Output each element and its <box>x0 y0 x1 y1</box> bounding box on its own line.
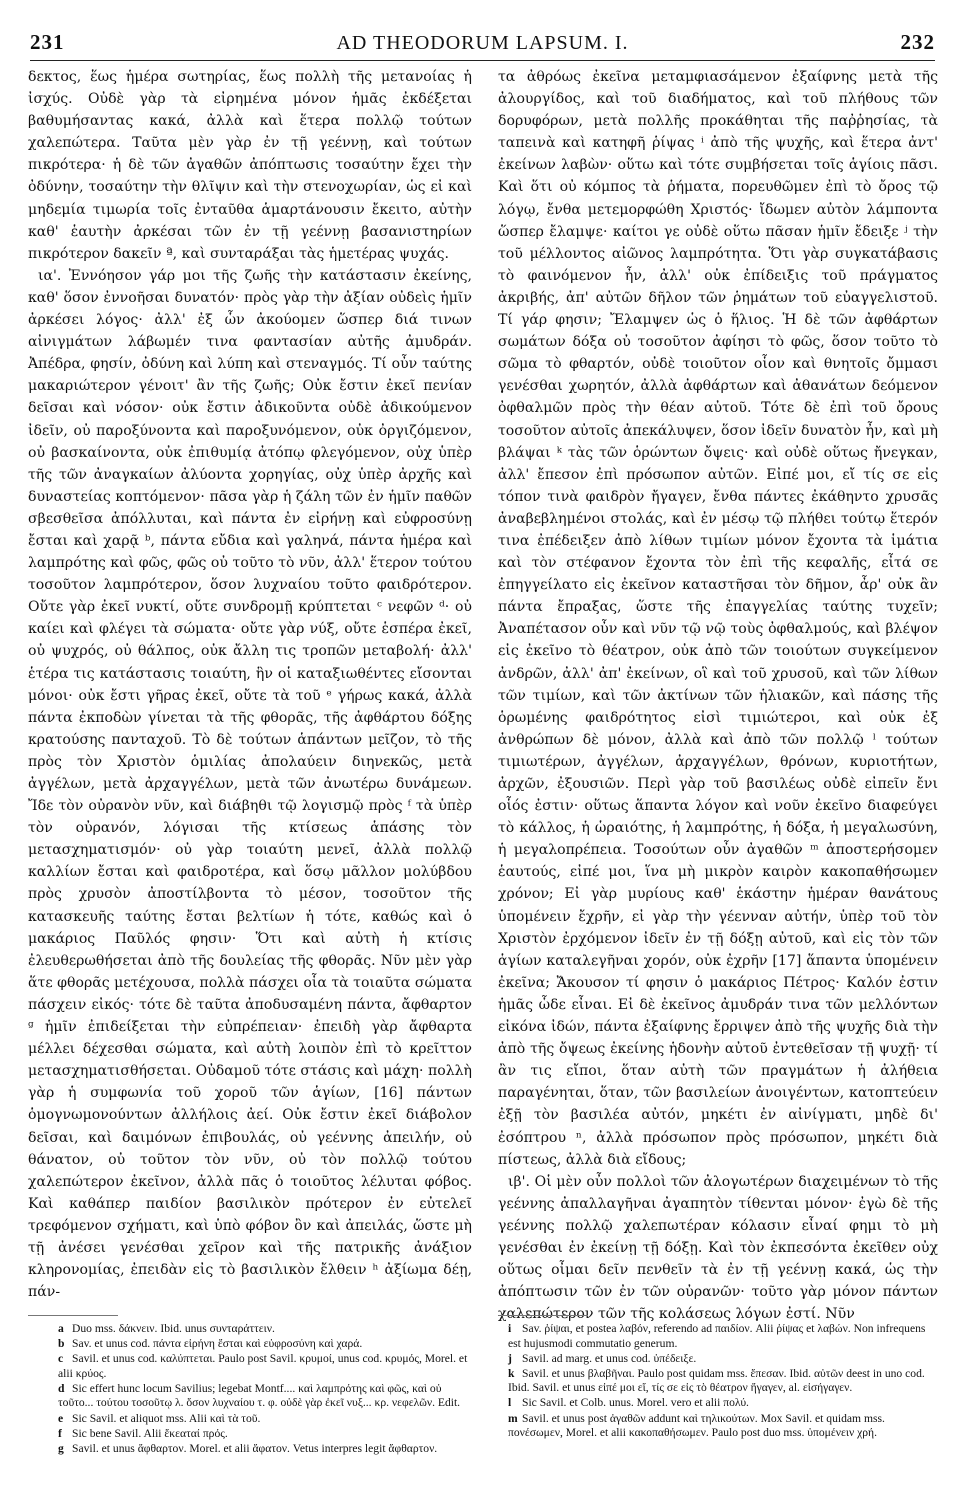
running-title: AD THEODORUM LAPSUM. I. <box>336 32 629 54</box>
right-footnotes <box>508 1322 938 1441</box>
footnote-mark: g <box>58 1441 64 1455</box>
footnote-text: Savil. et unus post ἀγαθῶν addunt καὶ τηλικούτων. Mox Savil. et quidam mss. πονέσωμεν, Morel. et alii κακοπαθήσωμεν. Paulo post duo mss. ὑπομένειν χρή. <box>508 1411 885 1440</box>
paragraph: δεκτος, ἕως ἡμέρα σωτηρίας, ἕως πολλὴ τῆς μετανοίας ἡ ἰσχύς. Οὐδὲ γὰρ τὰ εἰρημένα μόνον ἡμᾶς ἐκδέξεται βαθυμήσαντας κακά, ἀλλὰ καὶ ἕτερα πολλῷ τούτων χαλεπώτερα. Ταῦτα μὲν γὰρ ἐν τῇ γεέννῃ, καὶ τούτων πικρότερα· ἡ δὲ τῶν ἀγαθῶν ἀπόπτωσις τοσαύτην ἔχει τὴν ὀδύνην, τοσαύτην τὴν θλῖψιν καὶ τὴν στενοχωρίαν, ὡς εἰ καὶ μηδεμία τιμωρία τοῖς ἐνταῦθα ἁμαρτάνουσιν ἔκειτο, αὐτὴν καθ' ἑαυτὴν ἀρκέσαι τῶν ἐν τῇ γεέννῃ βασανιστηρίων πικρότερον δακεῖν ª, καὶ συνταράξαι τὰς ἡμετέρας ψυχάς. <box>28 69 472 262</box>
footnote <box>508 1412 938 1441</box>
left-text-column <box>28 66 472 1303</box>
footnote-rule-right <box>498 1315 588 1316</box>
footnote-text: Sic Savil. et aliquot mss. Alii καὶ τὰ τοῦ. <box>72 1411 261 1425</box>
footnote-mark: l <box>508 1396 512 1410</box>
footnote <box>508 1322 938 1351</box>
footnote-text: Sic Savil. et Colb. unus. Morel. vero et alii πολύ. <box>522 1396 749 1410</box>
left-page-number: 231 <box>30 30 65 54</box>
left-footnotes <box>58 1322 474 1457</box>
footnote-mark: k <box>508 1366 515 1380</box>
footnote-text: Sav. et unus cod. πάντα εἰρήνη ἔσται καὶ εὐφροσύνη καὶ χαρά. <box>72 1337 363 1351</box>
footnote-text: Sic effert hunc locum Savilius; legebat Montf.... καὶ λαμπρότης καὶ φῶς, καὶ οὐ τοῦτο... τούτου τοσοῦτῳ λ. ὅσον λυχναίου τ. φ. οὐδὲ γὰρ ἐκεῖ νυξ... κρ. νεφελῶν. Edit. <box>58 1381 461 1410</box>
footnote <box>58 1382 474 1411</box>
footnote <box>58 1337 474 1352</box>
paragraph: ια'. Ἐννόησον γάρ μοι τῆς ζωῆς τὴν κατάστασιν ἐκείνης, καθ' ὅσον ἐννοῆσαι δυνατόν· πρὸς γὰρ τὴν ἀξίαν οὐδεὶς ἡμῖν ἀρκέσει λόγος· ἀλλ' ἐξ ὧν ἀκούομεν ὥσπερ διά τινων αἰνιγμάτων λάβωμέν τινα φαντασίαν αὐτῆς ἀμυδράν. Ἀπέδρα, φησίν, ὀδύνη καὶ λύπη καὶ στεναγμός. Τί οὖν ταύτης μακαριώτερον γένοιτ' ἂν τῆς ζωῆς; Οὐκ ἔστιν ἐκεῖ πενίαν δεῖσαι καὶ νόσον· οὐκ ἔστιν ἀδικοῦντα οὐδὲ ἀδικούμενον ἰδεῖν, οὐ παροξύνοντα καὶ παροξυνόμενον, οὐκ ὀργιζόμενον, οὐ βασκαίνοντα, οὐκ ἐπιθυμίᾳ ἀτόπῳ φλεγόμενον, οὐχ ὑπὲρ τῆς τῶν ἀναγκαίων ἀλύοντα χορηγίας, οὐχ ὑπὲρ ἀρχῆς καὶ δυναστείας κοπτόμενον· πᾶσα γὰρ ἡ ζάλη τῶν ἐν ἡμῖν παθῶν σβεσθεῖσα ἀπόλλυται, καὶ πάντα ἐν εἰρήνῃ καὶ εὐφροσύνῃ ἔσται καὶ χαρᾷ ᵇ, πάντα εὔδια καὶ γαληνά, πάντα ἡμέρα καὶ λαμπρότης καὶ φῶς, φῶς οὐ τοῦτο τὸ νῦν, ἀλλ' ἕτερον τούτου τοσοῦτον λαμπρότερον, ὅσον λυχναίου τοῦτο φαιδρότερον. Οὔτε γὰρ ἐκεῖ νυκτί, οὔτε συνδρομῇ κρύπτεται ᶜ νεφῶν ᵈ· οὐ καίει καὶ φλέγει τὰ σώματα· οὔτε γὰρ νύξ, οὔτε ἑσπέρα ἐκεῖ, οὐ ψυχρός, οὐ θάλπος, οὐκ ἄλλη τις τροπῶν μεταβολή· ἀλλ' ἑτέρα τις κατάστασις τοιαύτη, ἣν οἱ καταξιωθέντες εἴσονται μόνοι· οὐκ ἔστι γῆρας ἐκεῖ, οὔτε τὰ τοῦ ᵉ γήρως κακά, ἀλλὰ πάντα ἐκποδὼν γίνεται τὰ τῆς φθορᾶς, τῆς ἀφθάρτου δόξης κρατούσης πανταχοῦ. Τὸ δὲ τούτων ἁπάντων μεῖζον, τὸ τῆς πρὸς τὸν Χριστὸν ὁμιλίας ἀπολαύειν διηνεκῶς, μετὰ ἀγγέλων, μετὰ ἀρχαγγέλων, μετὰ τῶν ἀνωτέρω δυνάμεων. Ἴδε τὸν οὐρανὸν νῦν, καὶ διάβηθι τῷ λογισμῷ πρὸς ᶠ τὰ ὑπὲρ τὸν οὐρανόν, λόγισαι τῆς κτίσεως ἁπάσης τὸν μετασχηματισμόν· οὐ γὰρ τοιαύτη μενεῖ, ἀλλὰ πολλῷ καλλίων ἔσται καὶ φαιδροτέρα, καὶ ὅσῳ μᾶλλον μολύβδου πρὸς χρυσὸν ἀποστίλβοντα τὸ μέσον, τοσοῦτον τῆς κατασκευῆς ταύτης ἔσται βελτίων ἡ τότε, καθώς καὶ ὁ μακάριος Παῦλός φησιν· Ὅτι καὶ αὐτὴ ἡ κτίσις ἐλευθερωθήσεται ἀπὸ τῆς δουλείας τῆς φθορᾶς. Νῦν μὲν γὰρ ἅτε φθορᾶς μετέχουσα, πολλὰ πάσχει οἷα τὰ τοιαῦτα σώματα πάσχειν εἰκός· τότε δὲ ταῦτα ἀποδυσαμένη πάντα, ἄφθαρτον ᵍ ἡμῖν ἐπιδείξεται τὴν εὐπρέπειαν· ἐπειδὴ γὰρ ἄφθαρτα μέλλει δέχεσθαι σώματα, καὶ αὐτὴ λοιπὸν ἐπὶ τὸ κρεῖττον μετασχηματισθήσεται. Οὐδαμοῦ τότε στάσις καὶ μάχη· πολλὴ γὰρ ἡ συμφωνία τοῦ χοροῦ τῶν ἁγίων, [16] πάντων ὁμογνωμονούντων ἀλλήλοις ἀεί. Οὐκ ἔστιν ἐκεῖ διάβολον δεῖσαι, καὶ δαιμόνων ἐπιβουλάς, οὐ γεέννης ἀπειλήν, οὐ θάνατον, οὐ τοῦτον τὸν νῦν, οὐ τὸν πολλῷ τούτου χαλεπώτερον ἐκεῖνον, ἀλλὰ πᾶς ὁ τοιοῦτος λέλυται φόβος. Καὶ καθάπερ παιδίον βασιλικὸν πρότερον ἐν εὐτελεῖ τρεφόμενον σχήματι, καὶ ὑπὸ φόβον ὂν καὶ ἀπειλάς, ὥστε μὴ τῇ ἀνέσει γενέσθαι χεῖρον καὶ τῆς πατρικῆς ἀνάξιον κληρονομίας, ἐπειδὰν εἰς τὸ βασιλικὸν ἔλθειν ʰ ἀξίωμα δέῃ, πάν- <box>28 267 472 1301</box>
footnote <box>58 1442 474 1457</box>
footnote-text: Savil. et unus βλαβῆναι. Paulo post quidam mss. ἔπεσαν. Ibid. αὐτῶν deest in uno cod. Ibid. Savil. et unus εἰπέ μοι εἴ, τίς σε εἰς τὸ θέατρον ἤγαγεν, al. εἰσήγαγεν. <box>508 1366 925 1395</box>
footnote-text: Savil. ad marg. et unus cod. ὑπέδειξε. <box>522 1351 697 1365</box>
footnote-mark: j <box>508 1351 512 1365</box>
footnote-mark: d <box>58 1381 65 1395</box>
footnote-mark: m <box>508 1411 518 1425</box>
footnote-mark: c <box>58 1352 64 1366</box>
running-header <box>30 30 935 61</box>
footnote <box>58 1352 474 1381</box>
footnote-text: Duo mss. δάκνειν. Ibid. unus συνταράττειν. <box>72 1322 275 1335</box>
paragraph: ιβ'. Οἱ μὲν οὖν πολλοὶ τῶν ἀλογωτέρων διαχειμένων τὸ τῆς γεέννης ἀπαλλαγῆναι ἀγαπητὸν τίθενται μόνον· ἐγὼ δὲ τῆς γεέννης πολλῷ χαλεπωτέραν κόλασιν εἶναί φημι τὸ μὴ γενέσθαι ἐν ἐκείνῃ τῇ δόξῃ. Καὶ τὸν ἐκπεσόντα ἐκεῖθεν οὐχ οὕτως οἶμαι δεῖν πενθεῖν τὰ ἐν τῇ γεέννῃ κακά, ὡς τὴν ἀπόπτωσιν τῶν ἐν τῶν οὐρανῶν· τοῦτο γὰρ μόνον πάντων χαλεπώτερον τῶν τῆς κολάσεως λόγων ἐστί. Νῦν <box>498 1173 938 1323</box>
footnote <box>58 1412 474 1427</box>
footnote-text: Savil. et unus ἄφθαρτον. Morel. et alii ἄφατον. Vetus interpres legit ἄφθαρτον. <box>72 1441 438 1455</box>
footnote <box>58 1322 474 1337</box>
footnote <box>508 1396 938 1411</box>
footnote <box>508 1352 938 1367</box>
footnote-mark: e <box>58 1411 64 1425</box>
footnote <box>508 1367 938 1396</box>
right-page-number: 232 <box>900 30 935 54</box>
footnote-rule-left <box>28 1315 118 1316</box>
footnote-text: Sic bene Savil. Alii ἔκεαταί πρός. <box>72 1426 228 1440</box>
footnote <box>58 1427 474 1442</box>
footnote-mark: i <box>508 1322 512 1335</box>
footnote-mark: f <box>58 1426 62 1440</box>
footnote-mark: b <box>58 1337 65 1351</box>
paragraph: τα ἀθρόως ἐκεῖνα μεταμφιασάμενον ἐξαίφνης μετὰ τῆς ἀλουργίδος, καὶ τοῦ διαδήματος, καὶ τοῦ πλήθους τῶν δορυφόρων, μετὰ πολλῆς προκάθηται τῆς παῤῥησίας, τὰ ταπεινὰ καὶ κατηφῆ ῥίψας ⁱ ἀπὸ τῆς ψυχῆς, καὶ ἕτερα ἀντ' ἐκείνων λαβὼν· οὕτω καὶ τότε συμβήσεται τοῖς ἁγίοις πᾶσι. Καὶ ὅτι οὐ κόμπος τὰ ῥήματα, πορευθῶμεν ἐπὶ τὸ ὄρος τῷ λόγῳ, ἔνθα μετεμορφώθη Χριστός· ἴδωμεν αὐτὸν λάμποντα ὥσπερ ἔλαμψε· καίτοι γε οὐδὲ οὕτω πᾶσαν ἡμῖν ἔδειξε ʲ τὴν τοῦ μέλλοντος αἰῶνος λαμπρότητα. Ὅτι γὰρ συγκατάβασις τὸ φαινόμενον ἦν, ἀλλ' οὐκ ἐπίδειξις τοῦ πράγματος ἀκριβής, ἀπ' αὐτῶν δῆλον τῶν ῥημάτων τοῦ εὐαγγελιστοῦ. Τί γάρ φησιν; Ἔλαμψεν ὡς ὁ ἥλιος. Ἡ δὲ τῶν ἀφθάρτων σωμάτων δόξα οὐ τοσοῦτον ἀφίησι τὸ φῶς, ὅσον τοῦτο τὸ σῶμα τὸ φθαρτόν, οὐδὲ τοιοῦτον οἷον καὶ θνητοῖς ὄμμασι γενέσθαι χωρητόν, ἀλλὰ ἀφθάρτων καὶ ἀθανάτων δεόμενον ὀφθαλμῶν πρὸς τὴν θέαν αὐτοῦ. Τότε δὲ ἐπὶ τοῦ ὄρους τοσοῦτον αὐτοῖς ἀπεκάλυψεν, ὅσον ἰδεῖν δυνατὸν ἦν, καὶ μὴ βλάψαι ᵏ τὰς τῶν ὁρώντων ὄψεις· καὶ οὐδὲ οὕτως ἤνεγκαν, ἀλλ' ἔπεσον ἐπὶ πρόσωπον αὐτῶν. Εἰπέ μοι, εἴ τίς σε εἰς τόπον τινὰ φαιδρὸν ἤγαγεν, ἔνθα πάντες ἐκάθηντο χρυσᾶς ἀναβεβλημένοι στολάς, καὶ ἐν μέσῳ τῷ πλήθει τούτῳ ἕτερόν τινα ἐπέδειξεν ἀπὸ λίθων τιμίων μόνον ἔχοντα τὰ ἱμάτια καὶ τὸν στέφανον ἔχοντα τὸν ἐπὶ τῆς κεφαλῆς, εἶτά σε ἐπηγγείλατο εἰς ἐκεῖνον καταστῆσαι τὸν δῆμον, ἆρ' οὐκ ἂν πάντα ἔπραξας, ὥστε τῆς ἐπαγγελίας ταύτης τυχεῖν; Ἀναπέτασον οὖν καὶ νῦν τῷ νῷ τοὺς ὀφθαλμούς, καὶ βλέψον εἰς ἐκεῖνο τὸ θέατρον, οὐκ ἀπὸ τῶν τοιούτων συγκείμενον ἀνδρῶν, ἀλλ' ἀπ' ἐκείνων, οἳ καὶ τοῦ χρυσοῦ, καὶ τῶν λίθων τῶν τιμίων, καὶ τῶν ἀκτίνων τῶν ἡλιακῶν, καὶ πάσης τῆς ὁρωμένης φαιδρότητος εἰσὶ τιμιώτεροι, καὶ οὐκ ἐξ ἀνθρώπων δὲ μόνον, ἀλλὰ καὶ ἀπὸ τῶν πολλῷ ˡ τούτων τιμιωτέρων, ἀγγέλων, ἀρχαγγέλων, θρόνων, κυριοτήτων, ἀρχῶν, ἐξουσιῶν. Περὶ γὰρ τοῦ βασιλέως οὐδὲ εἰπεῖν ἔνι οἷός ἐστιν· οὕτως ἅπαντα λόγον καὶ νοῦν ἐκεῖνο διαφεύγει τὸ κάλλος, ἡ ὡραιότης, ἡ λαμπρότης, ἡ δόξα, ἡ μεγαλωσύνη, ἡ μεγαλοπρέπεια. Τοσούτων οὖν ἀγαθῶν ᵐ ἀποστερήσομεν ἑαυτούς, εἰπέ μοι, ἵνα μὴ μικρὸν καιρὸν κακοπαθήσωμεν χρόνον; Εἰ γὰρ μυρίους καθ' ἑκάστην ἡμέραν θανάτους ὑπομένειν ἔχρῆν, εἰ γὰρ τὴν γέενναν αὐτήν, ὑπὲρ τοῦ τὸν Χριστὸν ἐρχόμενον ἰδεῖν ἐν τῇ δόξῃ αὐτοῦ, καὶ εἰς τὸν τῶν ἁγίων καταλεγῆναι χορόν, οὐκ ἐχρῆν [17] ἅπαντα ὑπομένειν ἐκεῖνα; Ἄκουσον τί φησιν ὁ μακάριος Πέτρος· Καλόν ἐστιν ἡμᾶς ὧδε εἶναι. Εἰ δὲ ἐκεῖνος ἀμυδράν τινα τῶν μελλόντων εἰκόνα ἰδών, πάντα ἐξαίφνης ἔρριψεν ἀπὸ τῆς ψυχῆς διὰ τὴν ἀπὸ τῆς ὄψεως ἐκείνης ἡδονὴν αὐτοῦ ἐντεθεῖσαν τῇ ψυχῇ· τί ἂν τις εἴποι, ὅταν αὐτὴ τῶν πραγμάτων ἡ ἀλήθεια παραγένηται, ὅταν, τῶν βασιλείων ἀνοιγέντων, κατοπτεύειν ἐξῇ τὸν βασιλέα αὐτόν, μηκέτι ἐν αἰνίγματι, μηδὲ δι' ἐσόπτρου ⁿ, ἀλλὰ πρόσωπον πρὸς πρόσωπον, μηκέτι διὰ πίστεως, ἀλλὰ διὰ εἴδους; <box>498 69 938 1168</box>
footnote-mark: a <box>58 1322 64 1335</box>
footnote-text: Sav. ῥίψαι, et postea λαβόν, referendo ad παιδίον. Alii ῥίψας et λαβών. Non infrequens est hujusmodi commutatio generum. <box>508 1322 926 1350</box>
footnote-text: Savil. et unus cod. καλύπτεται. Paulo post Savil. κρυμοί, unus cod. κρυμός, Morel. et alii κρύος. <box>58 1352 468 1380</box>
right-text-column <box>498 66 938 1325</box>
